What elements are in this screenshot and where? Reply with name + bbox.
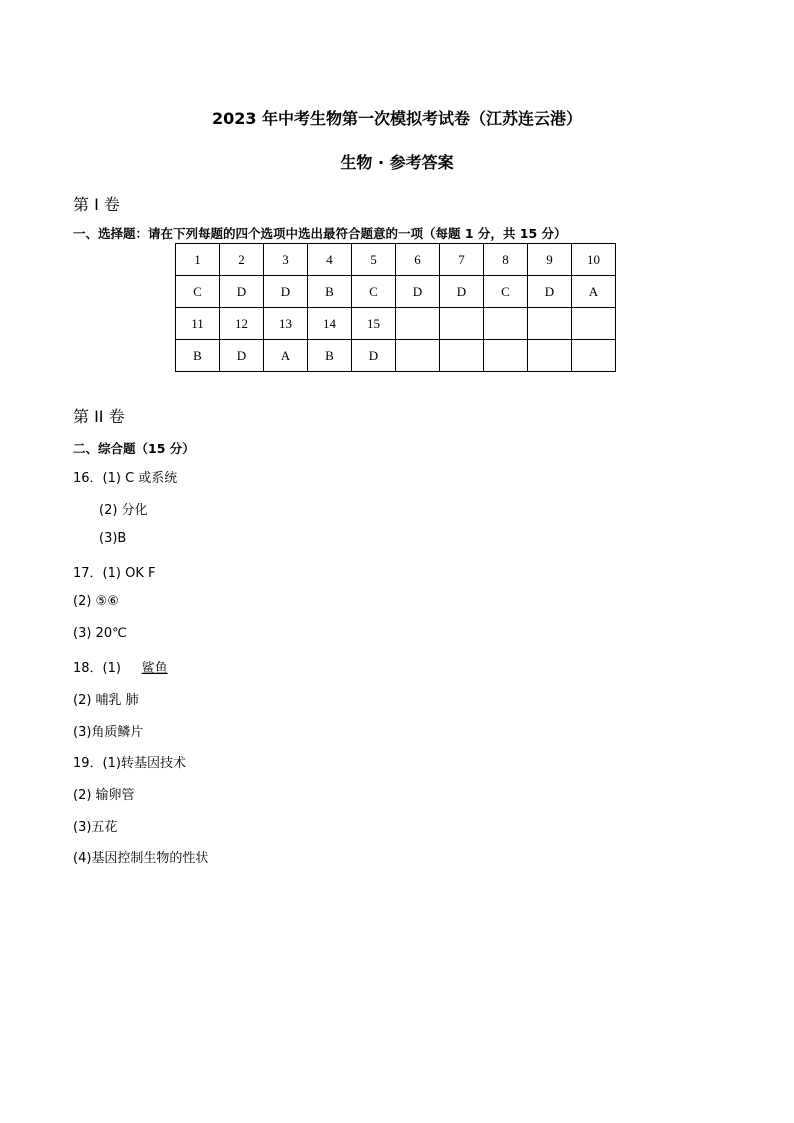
answer-18-1-value: 鲨鱼 [141, 661, 168, 676]
table-cell: B [308, 276, 352, 308]
table-cell: B [176, 340, 220, 372]
table-cell: 9 [528, 244, 572, 276]
table-cell [484, 340, 528, 372]
table-cell: D [220, 276, 264, 308]
page-subtitle: 生物 · 参考答案 [340, 153, 454, 172]
table-cell [440, 340, 484, 372]
part1-heading: 第 I 卷 [73, 195, 120, 214]
answer-18-1-prefix: 18．(1) [73, 661, 142, 676]
answer-table [175, 243, 616, 372]
table-row [176, 244, 616, 276]
part2-question-heading: 二、综合题（15 分） [73, 441, 195, 456]
answer-18-1 [73, 657, 168, 676]
table-cell: 8 [484, 244, 528, 276]
answer-19-1: 19．(1)转基因技术 [73, 756, 186, 771]
table-cell: C [484, 276, 528, 308]
table-cell: 1 [176, 244, 220, 276]
table-cell: D [396, 276, 440, 308]
page-title: 2023 年中考生物第一次模拟考试卷（江苏连云港） [211, 109, 583, 128]
table-cell: D [220, 340, 264, 372]
table-cell: C [352, 276, 396, 308]
table-cell: B [308, 340, 352, 372]
table-cell: 6 [396, 244, 440, 276]
table-cell [440, 308, 484, 340]
table-cell: 5 [352, 244, 396, 276]
table-cell: D [352, 340, 396, 372]
table-row [176, 308, 616, 340]
part1-question-heading: 一、选择题：请在下列每题的四个选项中选出最符合题意的一项（每题 1 分，共 15 分） [73, 226, 567, 241]
table-cell: 14 [308, 308, 352, 340]
answer-18-2: (2) 哺乳 肺 [73, 693, 139, 708]
table-cell: 2 [220, 244, 264, 276]
table-cell: 11 [176, 308, 220, 340]
table-cell: A [264, 340, 308, 372]
part2-heading: 第 II 卷 [73, 407, 125, 426]
table-cell [528, 308, 572, 340]
table-cell: D [264, 276, 308, 308]
table-cell [484, 308, 528, 340]
table-cell [396, 340, 440, 372]
table-cell: 3 [264, 244, 308, 276]
answer-19-3: (3)五花 [73, 820, 118, 835]
table-cell [528, 340, 572, 372]
table-cell [572, 308, 616, 340]
table-cell: 13 [264, 308, 308, 340]
table-cell: 4 [308, 244, 352, 276]
answer-16-2: (2) 分化 [99, 503, 148, 518]
table-cell: 12 [220, 308, 264, 340]
table-cell: 10 [572, 244, 616, 276]
answer-18-3: (3)角质鳞片 [73, 725, 144, 740]
table-row [176, 276, 616, 308]
table-cell: A [572, 276, 616, 308]
answer-17-3: (3) 20℃ [73, 626, 127, 641]
table-cell: D [528, 276, 572, 308]
table-cell: C [176, 276, 220, 308]
table-cell [572, 340, 616, 372]
table-cell: 15 [352, 308, 396, 340]
answer-19-4: (4)基因控制生物的性状 [73, 851, 209, 866]
answer-17-2: (2) ⑤⑥ [73, 594, 119, 609]
answer-17-1: 17．(1) OK F [73, 566, 156, 581]
answer-16-1: 16．(1) C 或系统 [73, 471, 178, 486]
table-cell: 7 [440, 244, 484, 276]
table-row [176, 340, 616, 372]
table-cell: D [440, 276, 484, 308]
table-cell [396, 308, 440, 340]
answer-19-2: (2) 输卵管 [73, 788, 135, 803]
answer-16-3: (3)B [99, 531, 127, 546]
